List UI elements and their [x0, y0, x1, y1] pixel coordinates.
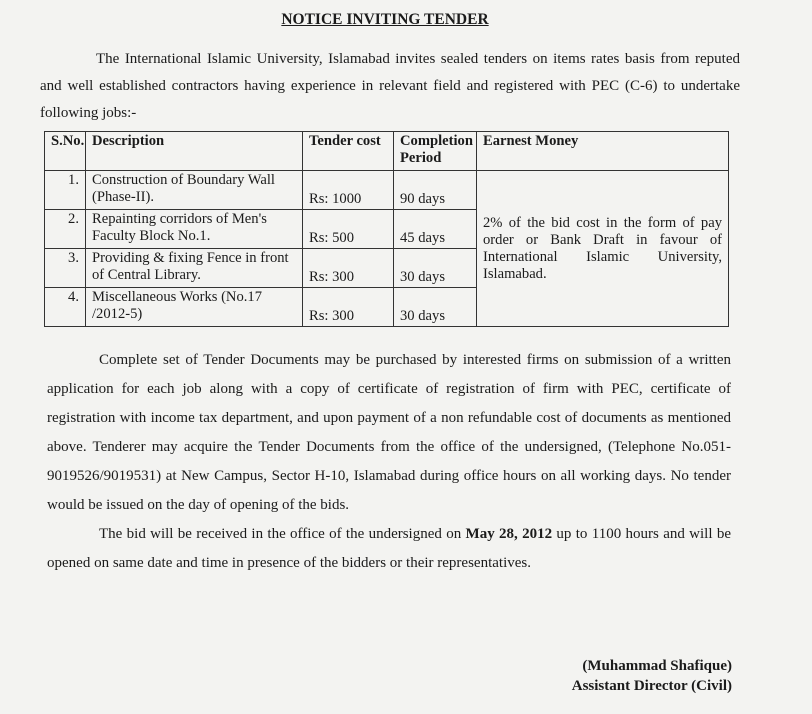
row-completion-period: 90 days: [394, 171, 477, 210]
bid-receipt-text-start: The bid will be received in the office of the undersigned on: [99, 526, 466, 542]
header-tender-cost: Tender cost: [303, 132, 394, 171]
row-tender-cost: Rs: 1000: [303, 171, 394, 210]
row-description: Repainting corridors of Men's Faculty Block No.1.: [86, 210, 303, 249]
row-completion-period: 30 days: [394, 288, 477, 327]
signatory-name: (Muhammad Shafique): [582, 658, 732, 674]
signature-block: [572, 656, 732, 696]
header-completion-period: Completion Period: [394, 132, 477, 171]
table-header-row: [45, 132, 729, 171]
row-sno: 3.: [45, 249, 86, 288]
row-completion-period: 45 days: [394, 210, 477, 249]
row-tender-cost: Rs: 500: [303, 210, 394, 249]
row-tender-cost: Rs: 300: [303, 249, 394, 288]
intro-text: The International Islamic University, Islamabad invites sealed tenders on items rates basis from reputed and well established contractors having experience in relevant field and registered with PEC (C-6) to undertake following jobs:-: [40, 51, 740, 121]
row-description: Miscellaneous Works (No.17 /2012-5): [86, 288, 303, 327]
signatory-designation: Assistant Director (Civil): [571, 678, 732, 694]
documents-paragraph: Complete set of Tender Documents may be purchased by interested firms on submission of a written application for each job along with a copy of certificate of registration of firm with PEC, certificate of registration with income tax department, and upon payment of a non refundable cost of documents as mentioned above. Tenderer may acquire the Tender Documents from the office of the undersigned, (Telephone No.051-9019526/9019531) at New Campus, Sector H-10, Islamabad during office hours on all working days. No tender would be issued on the day of opening of the bids.: [47, 352, 731, 513]
tender-table: [44, 131, 729, 327]
header-sno: S.No.: [45, 132, 86, 171]
row-sno: 1.: [45, 171, 86, 210]
intro-paragraph: [40, 46, 740, 127]
bid-receipt-text-end: up to 1100 hours and will be opened on same date and time in presence of the bidders or their representatives.: [47, 526, 731, 571]
terms-section: [47, 346, 731, 578]
notice-title-text: NOTICE INVITING TENDER: [281, 11, 489, 28]
header-description: Description: [86, 132, 303, 171]
row-tender-cost: Rs: 300: [303, 288, 394, 327]
row-description: Construction of Boundary Wall (Phase-II).: [86, 171, 303, 210]
row-completion-period: 30 days: [394, 249, 477, 288]
earnest-money-cell: 2% of the bid cost in the form of pay order or Bank Draft in favour of International Islamic University, Islamabad.: [477, 171, 729, 327]
notice-title: [0, 11, 770, 29]
row-sno: 4.: [45, 288, 86, 327]
row-sno: 2.: [45, 210, 86, 249]
header-earnest-money: Earnest Money: [477, 132, 729, 171]
bid-receipt-paragraph: [47, 520, 731, 578]
row-description: Providing & fixing Fence in front of Central Library.: [86, 249, 303, 288]
bid-deadline-date: May 28, 2012: [465, 526, 553, 542]
table-row: [45, 171, 729, 210]
